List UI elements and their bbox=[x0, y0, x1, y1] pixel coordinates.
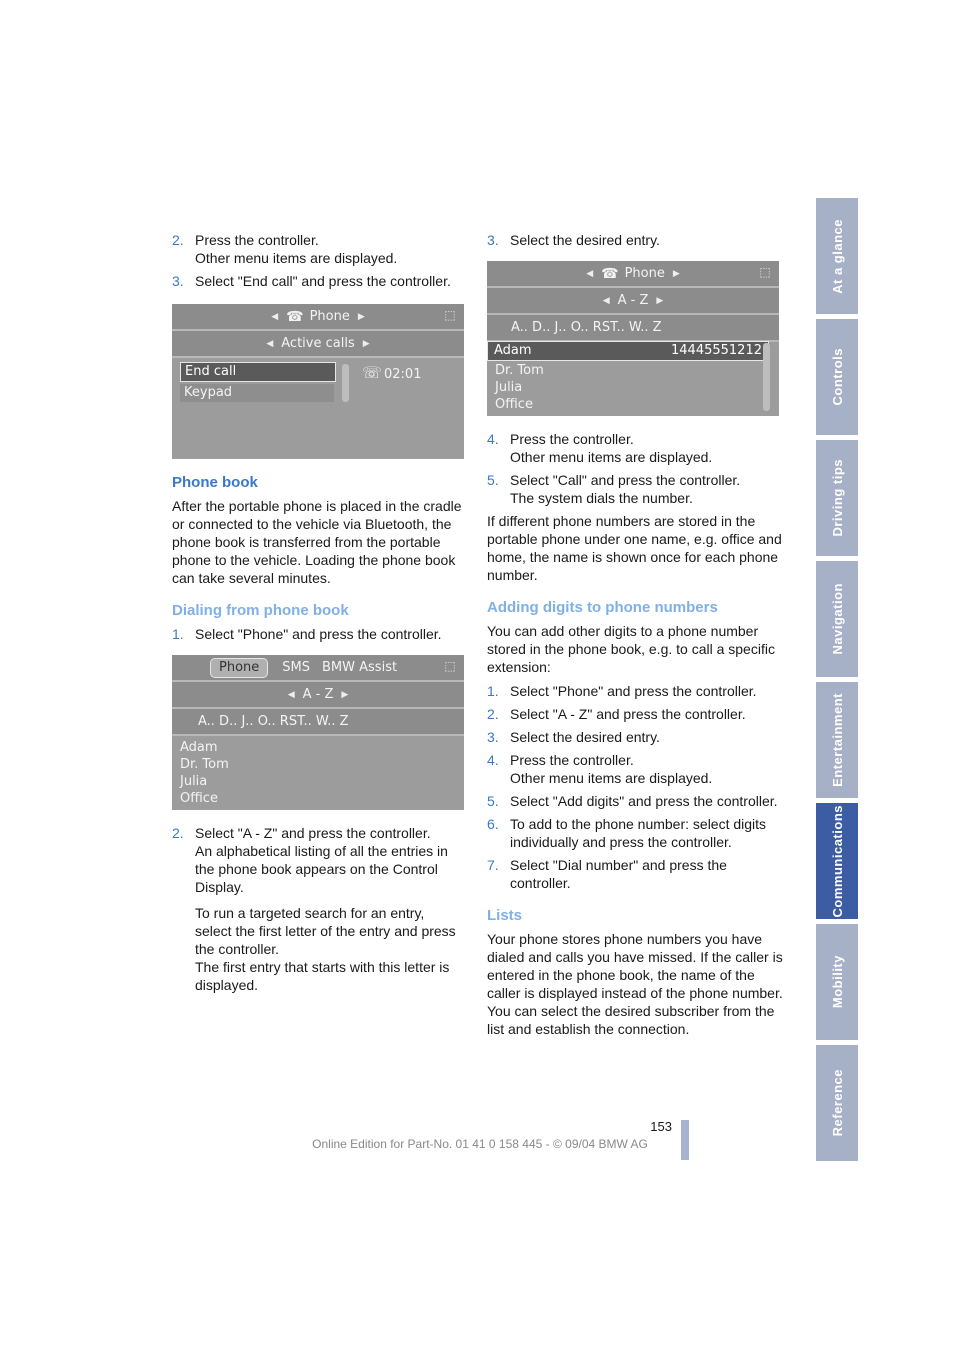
step-subtext: Other menu items are displayed. bbox=[510, 770, 713, 786]
phone-book-screen bbox=[172, 655, 464, 810]
step-subtext: The first entry that starts with this letter is displayed. bbox=[195, 959, 450, 993]
page-number: 153 bbox=[650, 1119, 672, 1134]
tab-controls[interactable]: Controls bbox=[816, 319, 858, 435]
step-number: 3. bbox=[487, 232, 499, 248]
arrow-left-icon: ◀ bbox=[266, 338, 274, 349]
step-text: Select "Add digits" and press the controller. bbox=[510, 793, 778, 809]
step-number: 2. bbox=[172, 825, 184, 841]
footer-text: Online Edition for Part-No. 01 41 0 158 445 - © 09/04 BMW AG bbox=[312, 1137, 648, 1151]
options-icon: ⬚ bbox=[444, 659, 456, 673]
step-item bbox=[487, 792, 783, 810]
screen-subtitle-bar bbox=[172, 682, 464, 709]
handset-icon: ☎ bbox=[601, 265, 619, 282]
screen-title: Phone bbox=[309, 308, 350, 324]
step-item bbox=[487, 705, 783, 723]
arrow-right-icon: ▶ bbox=[672, 268, 680, 279]
right-column bbox=[487, 231, 783, 1044]
step-subtext: Other menu items are displayed. bbox=[195, 250, 398, 266]
section-heading-lists: Lists bbox=[487, 907, 523, 924]
entry-julia[interactable]: Julia bbox=[180, 774, 208, 789]
screen-title-bar bbox=[487, 261, 779, 288]
screen-subtitle: A - Z bbox=[302, 686, 334, 702]
step-number: 3. bbox=[172, 273, 184, 289]
step-number: 4. bbox=[487, 752, 499, 768]
step-text: Press the controller. bbox=[510, 431, 634, 447]
scrollbar[interactable] bbox=[342, 364, 349, 402]
step-subtext: The system dials the number. bbox=[510, 490, 693, 506]
step-item bbox=[487, 815, 783, 851]
arrow-right-icon: ▶ bbox=[341, 689, 349, 700]
arrow-left-icon: ◀ bbox=[602, 295, 610, 306]
tab-navigation[interactable]: Navigation bbox=[816, 561, 858, 677]
entry-office[interactable]: Office bbox=[495, 397, 533, 412]
step-item bbox=[487, 231, 783, 249]
tab-phone[interactable]: Phone bbox=[210, 658, 268, 678]
step-text: Select "End call" and press the controller. bbox=[195, 273, 451, 289]
step-item bbox=[487, 728, 783, 746]
entry-dr-tom[interactable]: Dr. Tom bbox=[180, 757, 229, 772]
section-heading-dialing: Dialing from phone book bbox=[172, 602, 349, 619]
step-subtext: To run a targeted search for an entry, select the first letter of the entry and press the controller. bbox=[195, 905, 456, 957]
menu-item-keypad[interactable]: Keypad bbox=[180, 384, 334, 402]
entry-name: Adam bbox=[494, 343, 532, 358]
tab-driving-tips[interactable]: Driving tips bbox=[816, 440, 858, 556]
step-text: Select "A - Z" and press the controller. bbox=[195, 825, 431, 841]
scrollbar[interactable] bbox=[763, 343, 770, 411]
step-number: 2. bbox=[487, 706, 499, 722]
tab-communications[interactable]: Communications bbox=[816, 803, 858, 919]
arrow-left-icon: ◀ bbox=[287, 689, 295, 700]
step-text: Select "Phone" and press the controller. bbox=[510, 683, 757, 699]
tab-mobility[interactable]: Mobility bbox=[816, 924, 858, 1040]
entry-adam-selected[interactable] bbox=[487, 341, 769, 361]
tab-at-a-glance[interactable]: At a glance bbox=[816, 198, 858, 314]
call-timer: 02:01 bbox=[384, 367, 422, 382]
section-heading-adding-digits: Adding digits to phone numbers bbox=[487, 599, 718, 616]
section-heading-phone-book: Phone book bbox=[172, 474, 258, 491]
tab-reference[interactable]: Reference bbox=[816, 1045, 858, 1161]
step-number: 3. bbox=[487, 729, 499, 745]
step-number: 1. bbox=[172, 626, 184, 642]
step-item bbox=[487, 856, 783, 892]
entry-julia[interactable]: Julia bbox=[495, 380, 523, 395]
step-item bbox=[172, 824, 464, 994]
chapter-tabs bbox=[816, 198, 858, 1166]
step-text: Select the desired entry. bbox=[510, 729, 660, 745]
screen-subtitle-bar bbox=[487, 288, 779, 315]
step-text: Select "Phone" and press the controller. bbox=[195, 626, 442, 642]
step-item bbox=[487, 682, 783, 700]
step-number: 5. bbox=[487, 793, 499, 809]
screen-subtitle: A - Z bbox=[617, 292, 649, 308]
step-item bbox=[172, 231, 464, 267]
entry-dr-tom[interactable]: Dr. Tom bbox=[495, 363, 544, 378]
arrow-left-icon: ◀ bbox=[271, 311, 279, 322]
arrow-left-icon: ◀ bbox=[586, 268, 594, 279]
left-column bbox=[172, 231, 464, 999]
arrow-right-icon: ▶ bbox=[656, 295, 664, 306]
lists-text: Your phone stores phone numbers you have dialed and calls you have missed. If the caller is entered in the phone book, the name of the caller is displayed instead of the phone number. You can select the desired subscriber from the list and establish the connection. bbox=[487, 931, 783, 1037]
screen-tab-bar bbox=[172, 655, 464, 682]
phone-book-selected-screen bbox=[487, 261, 779, 416]
call-icon: ☏ bbox=[362, 363, 383, 382]
step-text: Select "Call" and press the controller. bbox=[510, 472, 741, 488]
step-subtext: An alphabetical listing of all the entries in the phone book appears on the Control Display. bbox=[195, 843, 448, 895]
tab-sms[interactable]: SMS bbox=[282, 659, 311, 675]
entry-office[interactable]: Office bbox=[180, 791, 218, 806]
handset-icon: ☎ bbox=[286, 308, 304, 325]
active-calls-screen bbox=[172, 304, 464, 459]
step-text: Press the controller. bbox=[510, 752, 634, 768]
entry-adam[interactable]: Adam bbox=[180, 740, 218, 755]
step-number: 6. bbox=[487, 816, 499, 832]
step-text: Select "A - Z" and press the controller. bbox=[510, 706, 746, 722]
step-number: 7. bbox=[487, 857, 499, 873]
menu-item-end-call[interactable]: End call bbox=[180, 362, 336, 382]
step-subtext: Other menu items are displayed. bbox=[510, 449, 713, 465]
step-number: 1. bbox=[487, 683, 499, 699]
tab-bmw-assist[interactable]: BMW Assist bbox=[322, 659, 398, 675]
arrow-right-icon: ▶ bbox=[357, 311, 365, 322]
options-icon: ⬚ bbox=[444, 308, 456, 322]
step-number: 5. bbox=[487, 472, 499, 488]
tab-entertainment[interactable]: Entertainment bbox=[816, 682, 858, 798]
options-icon: ⬚ bbox=[759, 265, 771, 279]
step-text: Select the desired entry. bbox=[510, 232, 660, 248]
step-text: Select "Dial number" and press the controller. bbox=[510, 857, 727, 891]
step-text: To add to the phone number: select digits individually and press the controller. bbox=[510, 816, 767, 850]
screen-title: Phone bbox=[624, 265, 665, 281]
multiple-numbers-text: If different phone numbers are stored in the portable phone under one name, e.g. office and home, the name is shown once for each phone number. bbox=[487, 513, 782, 583]
screen-title-bar bbox=[172, 304, 464, 331]
step-item bbox=[487, 751, 783, 787]
alphabet-index[interactable]: A.. D.. J.. O.. RST.. W.. Z bbox=[172, 709, 464, 736]
arrow-right-icon: ▶ bbox=[362, 338, 370, 349]
step-text: Press the controller. bbox=[195, 232, 319, 248]
screen-subtitle: Active calls bbox=[281, 335, 355, 351]
step-number: 2. bbox=[172, 232, 184, 248]
step-item bbox=[487, 430, 783, 466]
screen-subtitle-bar bbox=[172, 331, 464, 358]
step-item bbox=[172, 272, 464, 290]
step-item bbox=[487, 471, 783, 507]
entry-number: 14445551212 bbox=[671, 343, 762, 358]
alphabet-index[interactable]: A.. D.. J.. O.. RST.. W.. Z bbox=[487, 315, 779, 342]
phone-book-text: After the portable phone is placed in the cradle or connected to the vehicle via Bluetooth, the phone book is transferred from the portable phone to the vehicle. Loading the phone book can take several minutes. bbox=[172, 498, 462, 586]
step-number: 4. bbox=[487, 431, 499, 447]
step-item bbox=[172, 625, 464, 643]
adding-digits-intro: You can add other digits to a phone number stored in the phone book, e.g. to call a specific extension: bbox=[487, 623, 775, 675]
